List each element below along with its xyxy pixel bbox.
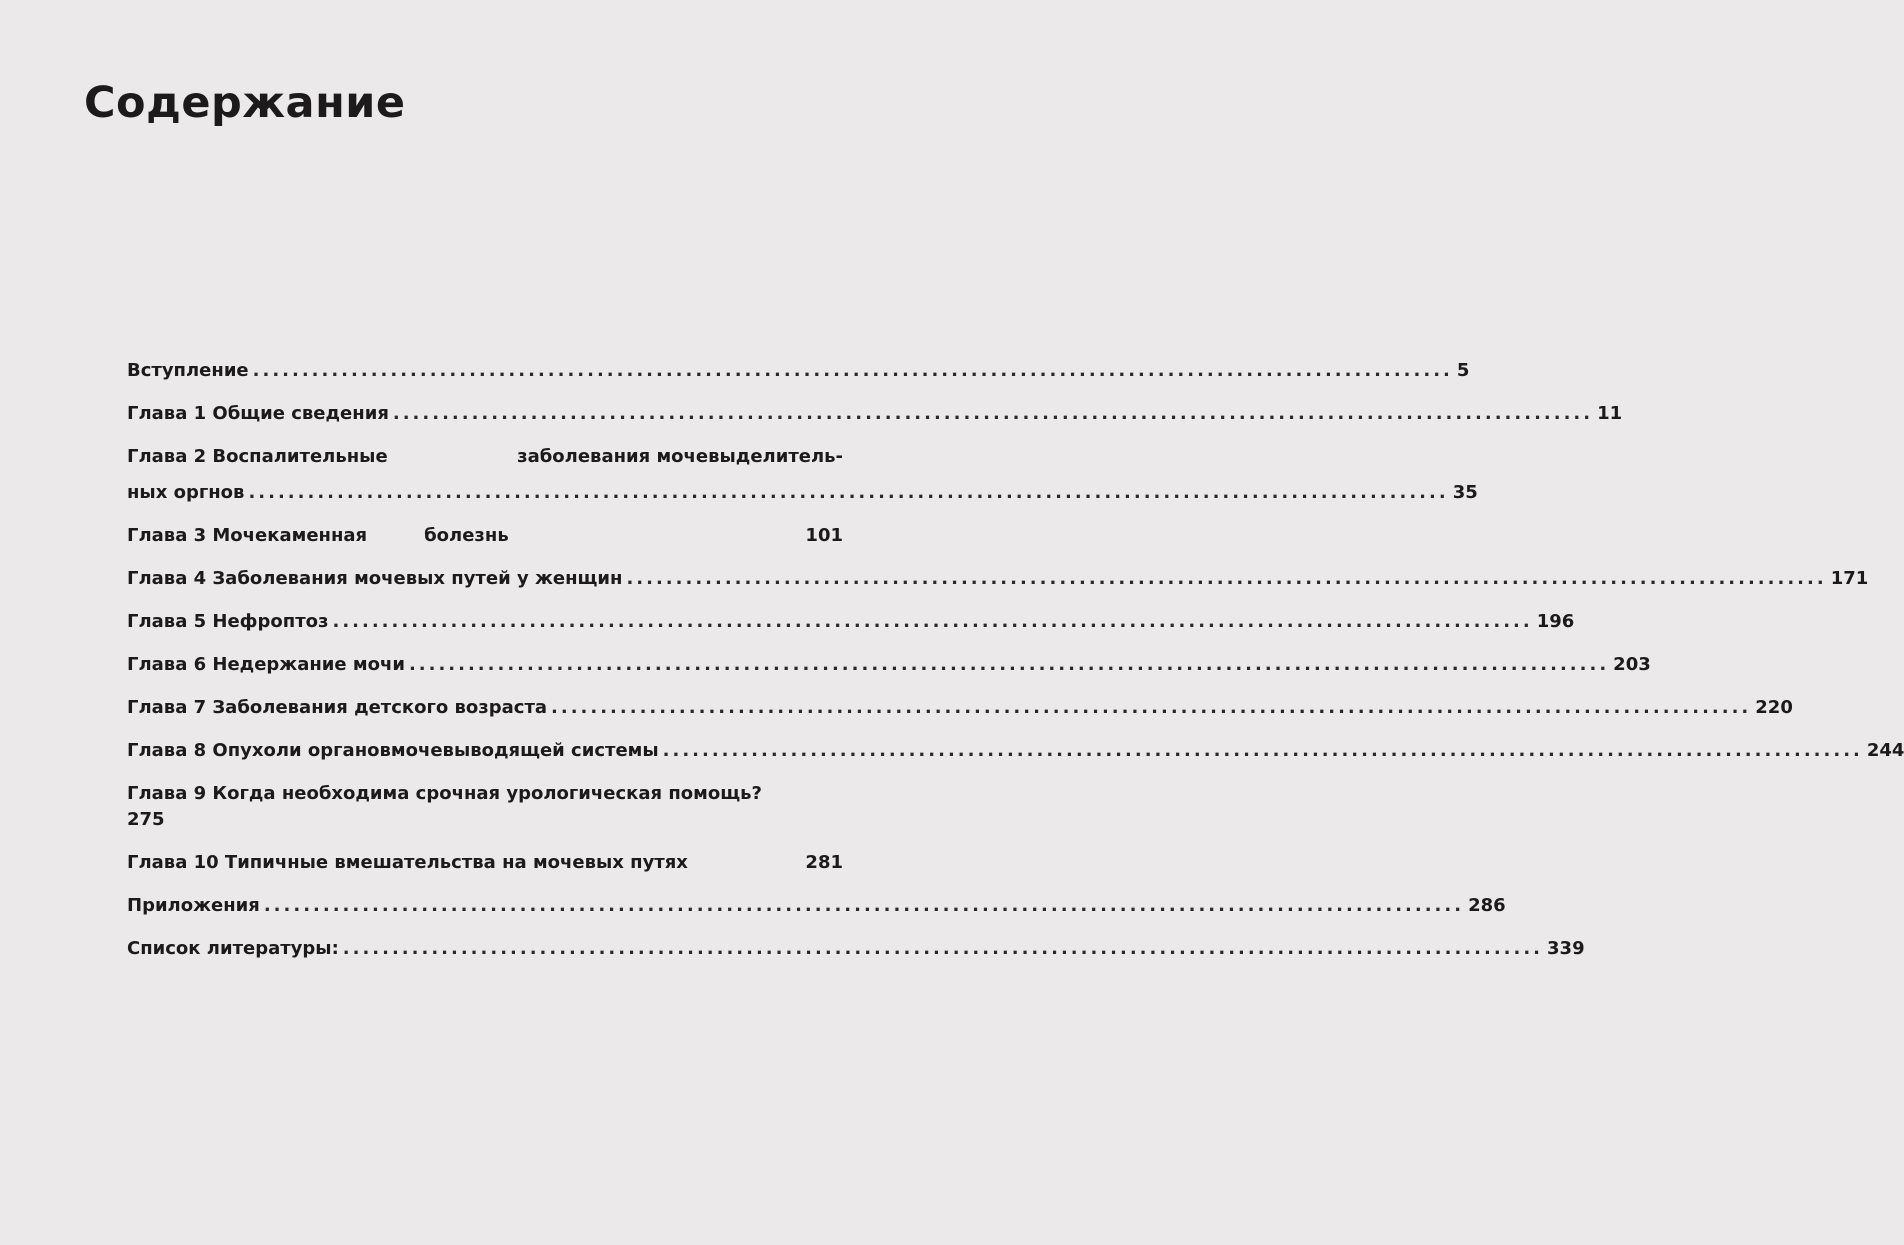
dot-leader: ..........................................................................................................................	[263, 895, 1465, 916]
toc-page-number: 196	[1536, 611, 1575, 632]
toc-entry-chapter-6[interactable]	[127, 652, 1651, 678]
toc-page-number: 171	[1830, 568, 1869, 589]
toc-entry-appendix[interactable]	[127, 893, 1506, 919]
toc-label-continued: заболевания мочевыделитель-	[517, 446, 843, 467]
toc-label: Глава 7 Заболевания детского возраста	[127, 697, 548, 718]
dot-leader: ..........................................................................................................................	[342, 938, 1544, 959]
toc-page-number: 203	[1613, 654, 1651, 675]
toc-page-number: 339	[1547, 938, 1585, 959]
dot-leader: ..........................................................................................................................	[408, 654, 1610, 675]
toc-label: Глава 1 Общие сведения	[127, 403, 389, 424]
toc-label: Список литературы:	[127, 938, 339, 959]
dot-leader: ..........................................................................................................................	[392, 403, 1594, 424]
toc-page-number: 35	[1452, 482, 1478, 503]
toc-page-number: 101	[805, 525, 843, 546]
toc-label: Глава 5 Нефроптоз	[127, 611, 329, 632]
toc-entry-chapter-7[interactable]	[127, 695, 1793, 721]
toc-label: Глава 4 Заболевания мочевых путей у женщин	[127, 568, 623, 589]
toc-label: Глава 8 Опухоли органов	[127, 740, 391, 761]
toc-label: Глава 6 Недержание мочи	[127, 654, 405, 675]
toc-entry-chapter-9[interactable]	[127, 781, 843, 833]
toc-entry-chapter-10[interactable]	[127, 850, 843, 876]
toc-page-number: 286	[1468, 895, 1506, 916]
toc-entry-chapter-4[interactable]	[127, 566, 1869, 592]
toc-page-number: 275	[127, 809, 165, 830]
running-head-show-through	[0, 0, 907, 46]
toc-page-number: 220	[1755, 697, 1793, 718]
toc-label-continued: болезнь	[424, 525, 509, 546]
toc-page-number: 244	[1866, 740, 1904, 761]
dot-leader: ..........................................................................................................................	[551, 697, 1752, 718]
toc-page-number: 11	[1597, 403, 1623, 424]
dot-leader: ..........................................................................................................................	[626, 568, 1827, 589]
toc-page-number: 5	[1456, 360, 1470, 381]
toc-entry-references[interactable]	[127, 936, 1585, 962]
toc-label: Вступление	[127, 360, 249, 381]
toc-entry-chapter-1[interactable]	[127, 401, 1623, 427]
toc-label: Глава 9 Когда необходима срочная урологическая помощь?	[127, 783, 762, 804]
toc-page-number: 281	[805, 852, 843, 873]
toc-label-continued: мочевыводящей системы	[390, 740, 659, 761]
toc-label: Глава 10 Типичные вмешательства на мочевых путях	[127, 852, 688, 873]
toc-label: Приложения	[127, 895, 260, 916]
dot-leader: ..........................................................................................................................	[332, 611, 1533, 632]
dot-leader: ..........................................................................................................................	[662, 740, 1863, 761]
toc-entry-chapter-2[interactable]	[127, 444, 1478, 506]
toc-label: Глава 3 Мочекаменная	[127, 525, 368, 546]
toc-label: Глава 2 Воспалительные	[127, 446, 388, 467]
page-title: Содержание	[84, 78, 406, 128]
toc-entry-chapter-8[interactable]	[127, 738, 1904, 764]
toc-entry-chapter-5[interactable]	[127, 609, 1575, 635]
dot-leader: ..........................................................................................................................	[248, 482, 1449, 503]
table-of-contents	[127, 358, 1904, 962]
dot-leader: ..........................................................................................................................	[252, 360, 1453, 381]
toc-label-continued: ных оргнов	[127, 482, 245, 503]
toc-entry-intro[interactable]	[127, 358, 1470, 384]
toc-entry-chapter-3[interactable]	[127, 523, 843, 549]
